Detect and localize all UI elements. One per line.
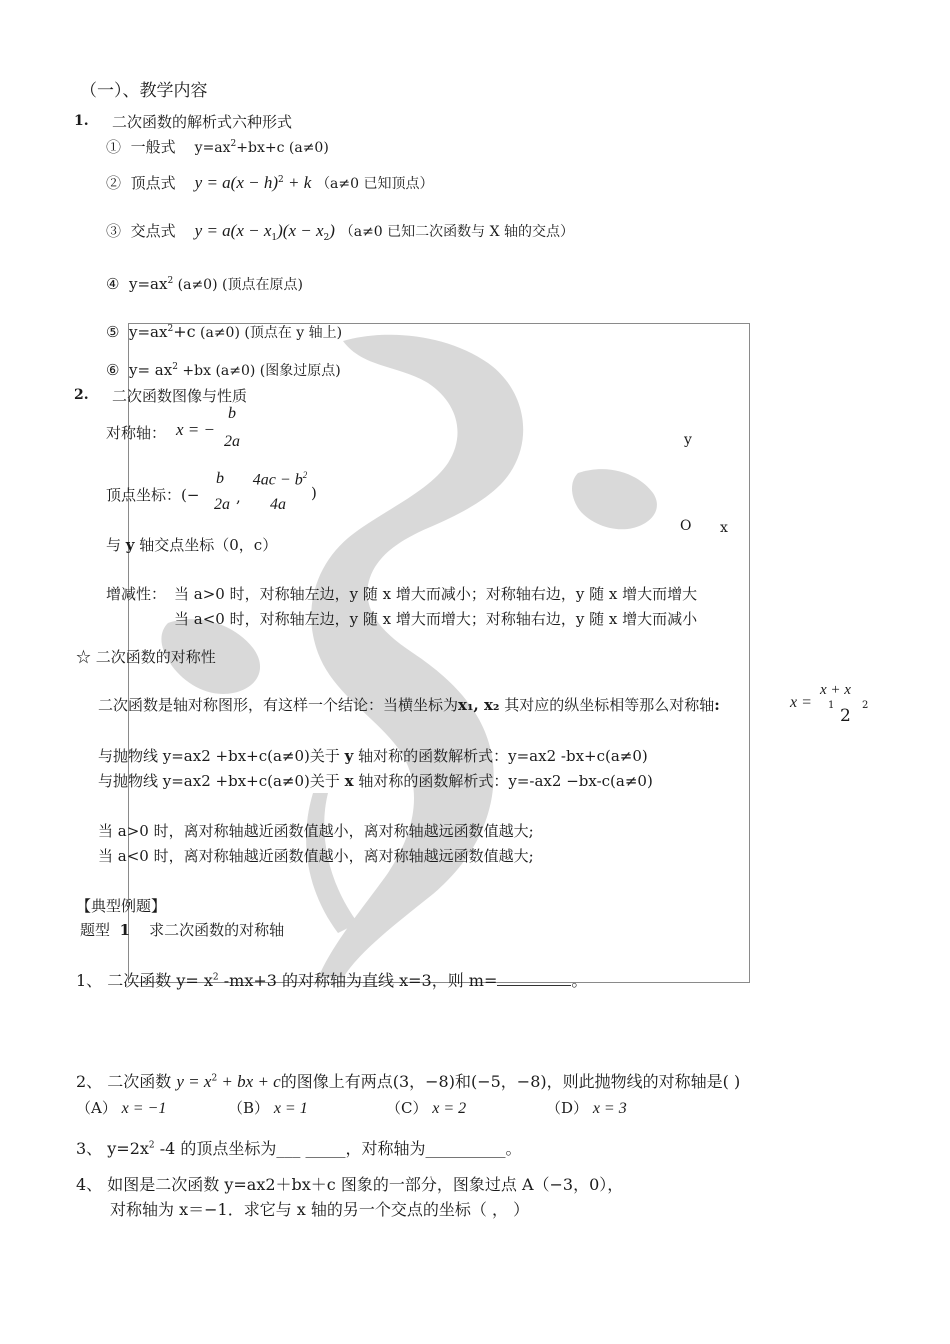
- symmetry-x-post: 轴对称的函数解析式：y=-ax2 −bx-c(a≠0): [353, 772, 653, 790]
- symmetry-x-axis-line: [98, 770, 653, 791]
- section-1-title: 二次函数的解析式六种形式: [112, 113, 293, 131]
- question-3-sup: 2: [148, 1140, 155, 1151]
- section-2-number: 2.: [74, 387, 89, 403]
- graph-origin-label: O: [680, 518, 692, 534]
- form-5-mark: ⑤: [106, 323, 120, 341]
- axis-lhs: x = −: [176, 420, 215, 439]
- axis-denominator: 2a: [224, 433, 240, 450]
- monotonic-label: 增减性：: [106, 585, 167, 603]
- form-2-label: 顶点式: [130, 174, 176, 192]
- vertex-num-1: b: [216, 470, 224, 487]
- option-a-value: x = −1: [121, 1100, 167, 1117]
- option-d-label: （D）: [546, 1099, 589, 1117]
- question-2-option-d[interactable]: [546, 1097, 627, 1118]
- vertex-num-2-text: 4ac − b: [252, 471, 303, 489]
- compare-line-1: 当 a>0 时，离对称轴越近函数值越小，离对称轴越远函数值越大;: [98, 822, 534, 840]
- option-a-label: （A）: [76, 1099, 117, 1117]
- form-4-mark: ④: [106, 275, 120, 293]
- y-intercept-pre: 与: [106, 536, 126, 554]
- form-2-rest: + k: [283, 173, 312, 192]
- form-3: [106, 220, 574, 243]
- question-2-text: 2、 二次函数: [76, 1072, 172, 1091]
- vertex-den-1: 2a: [214, 496, 230, 513]
- question-1-answer-blank[interactable]: [497, 971, 571, 986]
- form-5-rest: +c: [173, 322, 196, 341]
- section-heading: （一）、教学内容: [80, 81, 208, 101]
- form-2-sup: 2: [278, 175, 284, 185]
- symmetry-colon: :: [714, 696, 720, 714]
- monotonic-line-2: 当 a<0 时，对称轴左边，y 随 x 增大而增大；对称轴右边，y 随 x 增大而减小: [174, 610, 698, 628]
- question-2-math: y = x: [176, 1072, 212, 1091]
- question-2-option-b[interactable]: [228, 1097, 308, 1118]
- form-3-label: 交点式: [130, 222, 176, 240]
- y-intercept: [106, 534, 277, 555]
- vertex-num-2: [240, 470, 320, 489]
- form-2-note: （a≠0 已知顶点）: [316, 176, 434, 192]
- symmetry-y-post: 轴对称的函数解析式：y=ax2 -bx+c(a≠0): [353, 747, 648, 765]
- symmetry-x-pre: 与抛物线 y=ax2 +bx+c(a≠0)关于: [98, 772, 345, 790]
- graph-x-label: x: [720, 520, 728, 536]
- question-1-text: 1、 二次函数 y= x: [76, 971, 213, 990]
- form-1-sup: 2: [230, 139, 237, 149]
- form-5: [106, 322, 342, 342]
- option-c-value: x = 2: [432, 1100, 467, 1117]
- form-1-formula: y=ax: [194, 140, 231, 156]
- form-4-note: (a≠0) (顶点在原点): [173, 277, 303, 293]
- question-type-text: 求二次函数的对称轴: [149, 921, 285, 939]
- form-5-text: y=ax: [129, 323, 168, 341]
- form-6-sup: 2: [172, 362, 178, 372]
- option-b-label: （B）: [228, 1099, 270, 1117]
- symmetry-frac-denominator: 2: [840, 706, 851, 726]
- symmetry-stmt-1: 二次函数是轴对称图形，有这样一个结论：当横坐标为: [98, 696, 459, 714]
- form-3-mid: )(x − x: [277, 221, 324, 240]
- section-2-title: 二次函数图像与性质: [112, 387, 248, 405]
- symmetry-frac-sub-2: 2: [862, 700, 869, 711]
- form-5-sup: 2: [167, 324, 174, 334]
- form-4-sup: 2: [167, 276, 174, 286]
- symmetry-x-var: x: [344, 772, 354, 790]
- option-c-label: （C）: [386, 1099, 428, 1117]
- y-intercept-post: 轴交点坐标（0，c）: [134, 536, 278, 554]
- examples-title: 【典型例题】: [76, 897, 167, 915]
- section-1-number: 1.: [74, 113, 89, 129]
- vertex-num-2-sup: 2: [302, 470, 308, 480]
- question-3-rest: -4 的顶点坐标为___ _____，对称轴为__________。: [154, 1139, 522, 1158]
- form-2: [106, 172, 434, 193]
- axis-numerator: b: [228, 405, 236, 422]
- option-b-value: x = 1: [273, 1100, 308, 1117]
- form-3-mark: ③: [106, 222, 122, 240]
- form-1-rest: +bx+c (a≠0): [236, 140, 329, 156]
- symmetry-frac-numerator: x + x: [820, 682, 851, 698]
- form-6-note: +bx (a≠0) (图象过原点): [177, 363, 341, 379]
- question-1-rest: -mx+3 的对称轴为直线 x=3，则 m=: [218, 971, 498, 990]
- question-type-num: 1: [119, 921, 130, 939]
- question-2-math-2: + bx + c: [217, 1072, 281, 1091]
- y-intercept-var: y: [125, 536, 135, 554]
- question-2: [76, 1069, 740, 1092]
- form-6: [106, 360, 341, 380]
- form-2-formula: y = a(x − h): [194, 173, 279, 192]
- form-5-note: (a≠0) (顶点在 y 轴上): [195, 325, 343, 341]
- vertex-close: ): [311, 484, 317, 502]
- form-3-formula: y = a(x − x: [194, 221, 272, 240]
- form-6-mark: ⑥: [106, 361, 120, 379]
- symmetry-frac-sub-1: 1: [828, 700, 835, 711]
- form-6-text: y= ax: [129, 361, 173, 379]
- form-3-end: ): [329, 221, 335, 240]
- question-2-sup: 2: [211, 1073, 218, 1084]
- form-4-text: y=ax: [129, 275, 168, 293]
- symmetry-statement: [98, 694, 720, 715]
- question-2-option-c[interactable]: [386, 1097, 466, 1118]
- vertex-comma: ,: [236, 488, 241, 506]
- compare-line-2: 当 a<0 时，离对称轴越近函数值越小，离对称轴越远函数值越大;: [98, 847, 534, 865]
- form-1-mark: ①: [106, 138, 122, 156]
- form-3-note: （a≠0 已知二次函数与 X 轴的交点）: [339, 224, 575, 240]
- monotonic-line-1: 当 a>0 时，对称轴左边，y 随 x 增大而减小；对称轴右边，y 随 x 增大而增大: [174, 585, 698, 603]
- form-3-sub1: 1: [271, 233, 278, 243]
- symmetry-frac-lhs: x =: [790, 694, 812, 711]
- form-3-sub2: 2: [323, 233, 330, 243]
- question-2-option-a[interactable]: [76, 1097, 166, 1118]
- symmetry-y-pre: 与抛物线 y=ax2 +bx+c(a≠0)关于: [98, 747, 345, 765]
- form-1: [106, 136, 329, 157]
- question-4-line-1: 4、 如图是二次函数 y=ax2＋bx＋c 图象的一部分，图象过点 A（−3，0），: [76, 1175, 624, 1194]
- question-2-rest: 的图像上有两点(3，−8)和(−5，−8)，则此抛物线的对称轴是( ): [280, 1072, 741, 1091]
- vertex-den-2: 4a: [270, 496, 286, 513]
- question-4-line-2: 对称轴为 x＝−1．求它与 x 轴的另一个交点的坐标（ ， ）: [110, 1200, 530, 1219]
- question-1-end: 。: [571, 971, 588, 990]
- question-1: [76, 968, 587, 991]
- form-4: [106, 274, 303, 294]
- symmetry-y-var: y: [344, 747, 354, 765]
- symmetry-vars: x₁, x₂: [458, 696, 500, 714]
- question-1-sup: 2: [212, 972, 219, 983]
- form-2-mark: ②: [106, 174, 122, 192]
- vertex-label: 顶点坐标：(−: [106, 486, 200, 504]
- form-1-label: 一般式: [130, 138, 176, 156]
- axis-label: 对称轴：: [106, 424, 167, 442]
- option-d-value: x = 3: [592, 1100, 627, 1117]
- symmetry-y-axis-line: [98, 745, 648, 766]
- graph-y-label: y: [684, 432, 692, 448]
- symmetry-stmt-2: 其对应的纵坐标相等那么对称轴: [499, 696, 715, 714]
- symmetry-title: ☆ 二次函数的对称性: [76, 648, 216, 666]
- question-type: [80, 919, 284, 940]
- question-type-label: 题型: [80, 921, 111, 939]
- question-3-text: 3、 y=2x: [76, 1139, 149, 1158]
- question-3: [76, 1136, 522, 1159]
